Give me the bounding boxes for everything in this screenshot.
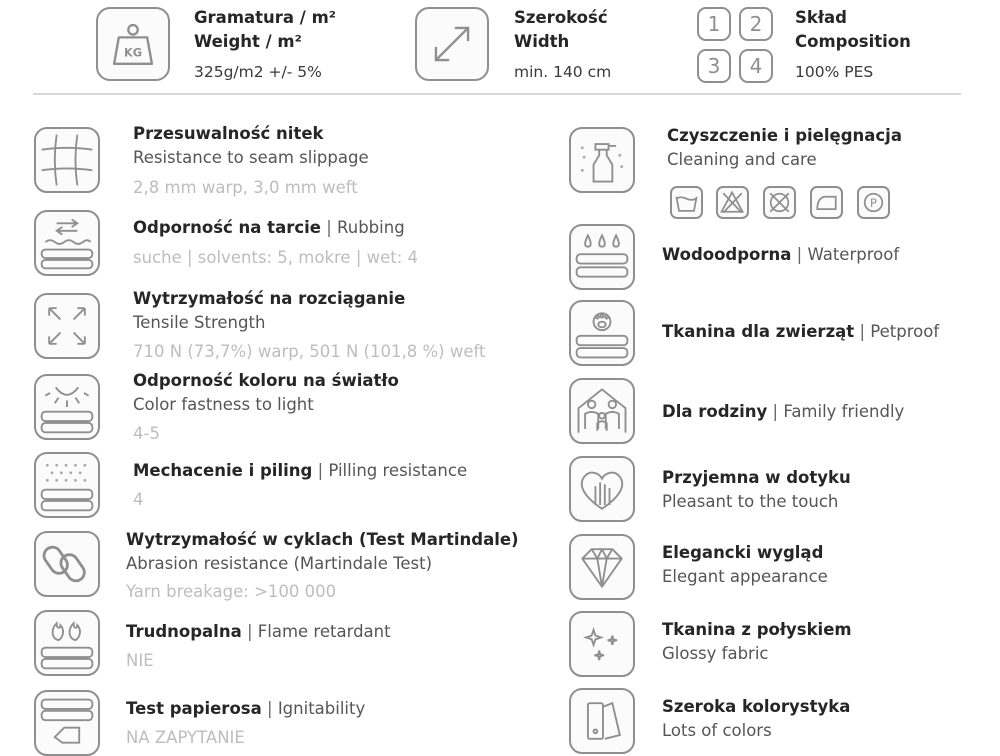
family-icon <box>569 378 635 444</box>
martindale-title: Wytrzymałość w cyklach (Test Martindale) <box>126 530 519 549</box>
glossy-sub: Glossy fabric <box>662 644 769 663</box>
composition-number-1: 1 <box>697 7 731 41</box>
sun-light-icon <box>34 374 100 440</box>
waterproof-heading <box>662 245 899 264</box>
tensile-title: Wytrzymałość na rozciąganie <box>133 289 406 308</box>
hand-heart-icon <box>569 456 635 522</box>
petproof-separator: | <box>859 322 866 341</box>
light-fastness-sub: Color fastness to light <box>133 395 314 414</box>
water-drops-icon <box>569 224 635 290</box>
tensile-sub: Tensile Strength <box>133 313 266 332</box>
weight-value: 325g/m2 +/- 5% <box>194 63 322 81</box>
wash-30-icon <box>670 186 703 219</box>
iron-icon <box>810 186 843 219</box>
cleaning-sub: Cleaning and care <box>667 150 817 169</box>
elegant-title: Elegancki wygląd <box>662 543 824 562</box>
tensile-arrows-icon <box>34 293 100 359</box>
petproof-title: Tkanina dla zwierząt <box>662 322 855 341</box>
rubbing-title: Odporność na tarcie <box>133 218 321 237</box>
cigarette-value: NA ZAPYTANIE <box>126 728 245 747</box>
weight-kg-icon <box>96 7 170 81</box>
sparkle-icon <box>569 611 635 677</box>
spray-bottle-icon <box>569 127 635 193</box>
pilling-value: 4 <box>133 490 144 509</box>
diamond-icon <box>569 534 635 600</box>
flame-heading <box>126 622 391 641</box>
colors-sub: Lots of colors <box>662 721 772 740</box>
paw-icon <box>569 300 635 366</box>
cigarette-title: Test papierosa <box>126 699 262 718</box>
pleasant-sub: Pleasant to the touch <box>662 492 839 511</box>
pleasant-title: Przyjemna w dotyku <box>662 468 851 487</box>
colors-title: Szeroka kolorystyka <box>662 697 851 716</box>
weight-title: Gramatura / m² <box>194 8 336 27</box>
cigarette-title-en: Ignitability <box>277 699 366 718</box>
composition-number-4: 4 <box>739 49 773 83</box>
dry-clean-p-icon <box>857 186 890 219</box>
seam-slippage-value: 2,8 mm warp, 3,0 mm weft <box>133 178 358 197</box>
composition-value: 100% PES <box>795 63 874 81</box>
light-fastness-title: Odporność koloru na światło <box>133 371 399 390</box>
pilling-title: Mechacenie i piling <box>133 461 313 480</box>
family-title-en: Family friendly <box>783 402 905 421</box>
weight-title-en: Weight / m² <box>194 32 302 51</box>
svg-text:KG: KG <box>123 45 143 60</box>
color-swatches-icon <box>569 688 635 754</box>
no-tumble-dry-icon <box>763 186 796 219</box>
flame-title-en: Flame retardant <box>257 622 391 641</box>
elegant-sub: Elegant appearance <box>662 567 828 586</box>
no-bleach-icon <box>716 186 749 219</box>
rubbing-value: suche | solvents: 5, mokre | wet: 4 <box>133 248 419 267</box>
seam-slippage-sub: Resistance to seam slippage <box>133 148 369 167</box>
petproof-heading <box>662 322 939 341</box>
rubbing-separator: | <box>326 218 332 237</box>
svg-text:P: P <box>870 195 877 210</box>
family-separator: | <box>772 402 779 421</box>
martindale-sub: Abrasion resistance (Martindale Test) <box>126 554 433 573</box>
width-title: Szerokość <box>514 8 608 27</box>
cleaning-title: Czyszczenie i pielęgnacja <box>667 126 902 145</box>
family-heading <box>662 402 904 421</box>
width-title-en: Width <box>514 32 570 51</box>
rubbing-heading <box>133 218 405 237</box>
tensile-value: 710 N (73,7%) warp, 501 N (101,8 %) weft <box>133 342 486 361</box>
light-fastness-value: 4-5 <box>133 424 160 443</box>
waterproof-title: Wodoodporna <box>662 245 792 264</box>
seam-slippage-title: Przesuwalność nitek <box>133 124 324 143</box>
pilling-separator: | <box>317 461 324 480</box>
pilling-heading <box>133 461 467 480</box>
cigarette-heading <box>126 699 365 718</box>
martindale-value: Yarn breakage: >100 000 <box>126 582 337 601</box>
waterproof-title-en: Waterproof <box>807 245 900 264</box>
divider <box>33 93 961 95</box>
cigarette-separator: | <box>267 699 273 718</box>
width-value: min. 140 cm <box>514 63 612 81</box>
flame-separator: | <box>246 622 253 641</box>
cigarette-hand-icon <box>34 690 100 756</box>
pilling-title-en: Pilling resistance <box>328 461 468 480</box>
seam-grid-icon <box>34 127 100 193</box>
family-title: Dla rodziny <box>662 402 768 421</box>
petproof-title-en: Petproof <box>870 322 940 341</box>
glossy-title: Tkanina z połyskiem <box>662 620 852 639</box>
pilling-dots-icon <box>34 452 100 518</box>
rubbing-title-en: Rubbing <box>337 218 405 237</box>
width-arrows-icon <box>415 7 489 81</box>
rubbing-icon <box>34 210 100 276</box>
flame-value: NIE <box>126 651 154 670</box>
composition-title-en: Composition <box>795 32 911 51</box>
flame-icon <box>34 610 100 676</box>
waterproof-separator: | <box>796 245 803 264</box>
composition-title: Skład <box>795 8 847 27</box>
composition-number-3: 3 <box>697 49 731 83</box>
chain-link-icon <box>34 531 100 597</box>
flame-title: Trudnopalna <box>126 622 242 641</box>
composition-number-2: 2 <box>739 7 773 41</box>
